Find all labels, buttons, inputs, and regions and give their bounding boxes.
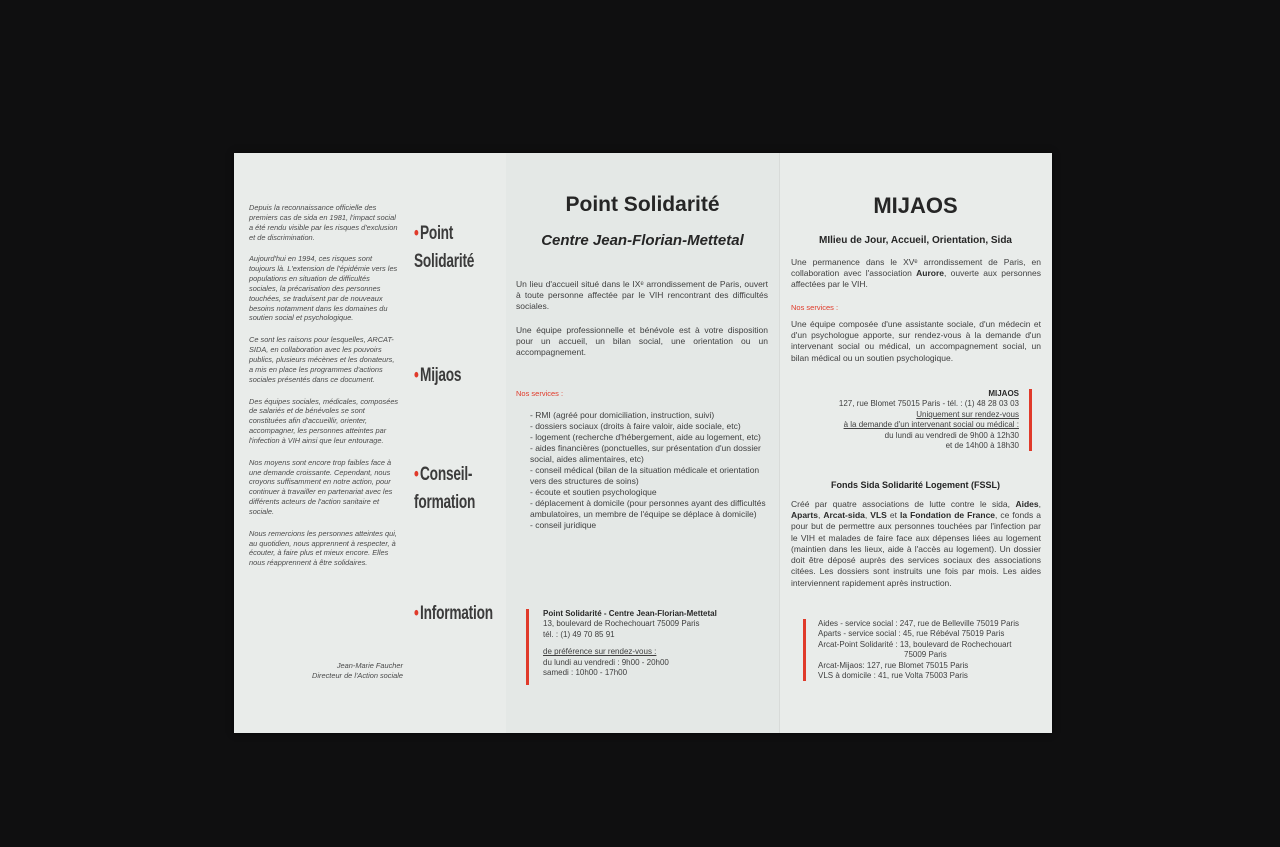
- fssl-org: VLS: [870, 510, 887, 521]
- mijaos-intro: [791, 257, 1041, 291]
- mijaos-title: MIJAOS: [873, 193, 958, 218]
- fssl-text: ,: [864, 510, 871, 521]
- service-item: - déplacement à domicile (pour personnes ayant des difficultés ambulatoires, un membre de l'équipe se déplace à domicile): [530, 498, 766, 520]
- nav-label: Conseil-: [420, 464, 473, 485]
- panel-middle: [506, 153, 779, 733]
- contact-line: VLS à domicile : 41, rue Volta 75003 Paris: [818, 670, 968, 680]
- intro-paragraph: Aujourd'hui en 1994, ces risques sont toujours là. L'extension de l'épidémie vers les populations en situation de difficultés sociales, la précarisation des personnes touchées, se traduisent par de nouveaux besoins notamment dans les domaines du soutien social et psychologique.: [249, 254, 398, 323]
- panel-right: [779, 153, 1052, 733]
- contact-line: Arcat-Point Solidarité : 13, boulevard de Rochechouart: [818, 639, 1012, 649]
- contact-line: Aides - service social : 247, rue de Belleville 75019 Paris: [818, 619, 1019, 628]
- service-item: - conseil juridique: [530, 520, 597, 531]
- mijaos-services: [791, 319, 1041, 364]
- service-item: - dossiers sociaux (droits à faire valoir, aide sociale, etc): [530, 421, 741, 432]
- address-street: 13, boulevard de Rochechouart 75009 Paris: [543, 619, 700, 629]
- point-solidarite-subtitle: Centre Jean-Florian-Mettetal: [541, 232, 744, 249]
- contact-line: Aparts - service social : 45, rue Rébéval 75019 Paris: [818, 629, 1005, 639]
- intro-paragraph: Nos moyens sont encore trop faibles face à une demande croissante. Cependant, nous croyons suffisamment en notre action, pour continuer à travailler en partenariat avec les différents acteurs de l'action sanitaire et sociale.: [249, 457, 393, 516]
- services-label: Nos services :: [791, 303, 839, 312]
- intro-paragraph: Des équipes sociales, médicales, composées de salariés et de bénévoles se sont constituées afin d'accueillir, orienter, accompagner, les personnes atteintes par l'infection à VIH ainsi que leur entourage.: [249, 396, 399, 445]
- fssl-org: Aparts: [791, 510, 818, 521]
- service-item: - aides financières (ponctuelles, sur présentation d'un dossier social, aides alimentaires, etc): [530, 443, 761, 465]
- fssl-text: , ce fonds a pour but de permettre aux personnes touchées par l'infection par le VIH et malades de faire face aux dépenses liées au logement (maintien dans les lieux, aide à l'accès au logement). Un dossier doit être déposé auprès des services sociaux des associations citées. Les dossiers sont instruits une fois par mois. Les aides interviennent rapidement après instruction.: [791, 510, 1041, 588]
- service-item: - logement (recherche d'hébergement, aide au logement, etc): [530, 432, 761, 443]
- description-paragraph: Une équipe professionnelle et bénévole est à votre disposition pour un accueil, un bilan social, une orientation ou un accompagnement.: [516, 324, 768, 358]
- nav-label: Mijaos: [420, 365, 462, 386]
- aurore-name: Aurore: [916, 268, 944, 279]
- address-hours: samedi : 10h00 - 17h00: [543, 667, 628, 677]
- address-name: MIJAOS: [988, 389, 1019, 398]
- description-paragraph: Un lieu d'accueil situé dans le IXᵉ arrondissement de Paris, ouvert à toute personne affectée par le VIH rencontrant des difficultés sociales.: [516, 279, 768, 312]
- mijaos-address: [799, 389, 1032, 451]
- point-solidarite-address: [526, 609, 717, 685]
- fssl-text: ,: [1038, 499, 1041, 509]
- nav-label: formation: [414, 491, 476, 513]
- address-hours: du lundi au vendredi : 9h00 - 20h00: [543, 657, 669, 667]
- contact-line: Arcat-Mijaos: 127, rue Blomet 75015 Paris: [818, 660, 969, 670]
- address-street: 127, rue Blomet 75015 Paris - tél. : (1) 48 28 03 03: [838, 399, 1019, 409]
- address-note: à la demande d'un intervenant social ou médical :: [843, 420, 1019, 430]
- fssl-org: la Fondation de France: [899, 510, 996, 521]
- bullet-icon: •: [414, 464, 419, 485]
- mijaos-intro-text: , ouverte aux personnes affectées par le VIH.: [791, 268, 1042, 290]
- address-phone: tél. : (1) 49 70 85 91: [543, 629, 615, 639]
- fssl-title: Fonds Sida Solidarité Logement (FSSL): [830, 480, 1000, 490]
- service-item: - écoute et soutien psychologique: [530, 487, 657, 498]
- service-item: - conseil médical (bilan de la situation médicale et orientation vers des structures de soins): [530, 465, 760, 487]
- point-solidarite-title: Point Solidarité: [565, 193, 720, 216]
- mijaos-subtitle: MIlieu de Jour, Accueil, Orientation, Sida: [818, 235, 1012, 246]
- brochure: [234, 153, 1052, 733]
- fssl-text: et: [886, 510, 900, 521]
- fssl-text: ,: [817, 510, 824, 521]
- signature: [249, 661, 403, 681]
- signature-name: Jean-Marie Faucher: [336, 661, 403, 670]
- fssl-description: [791, 499, 1041, 589]
- bullet-icon: •: [414, 223, 419, 244]
- nav-label: Point: [420, 223, 454, 244]
- mijaos-services-text: Une équipe composée d'une assistante sociale, d'un médecin et d'un psychologue apporte, sur rendez-vous à la demande d'un intervenant social ou médical, un accompagnement social, un bilan médical ou un soutien psychologique.: [791, 319, 1041, 363]
- fssl-org: Aides: [1015, 499, 1039, 509]
- intro-paragraph: Depuis la reconnaissance officielle des premiers cas de sida en 1981, l'impact social a été rendu visible par les risques d'exclusion et de discrimination.: [249, 203, 398, 242]
- address-appointment: de préférence sur rendez-vous :: [543, 647, 657, 657]
- nav-point-solidarite: [414, 220, 474, 275]
- signature-title: Directeur de l'Action sociale: [312, 670, 403, 680]
- fssl-contacts: [803, 619, 1033, 681]
- address-note: Uniquement sur rendez-vous: [916, 409, 1019, 419]
- contact-line: 75009 Paris: [904, 650, 947, 660]
- nav-label: Information: [420, 603, 493, 624]
- services-label: Nos services :: [516, 389, 564, 398]
- mijaos-intro-text: Une permanence dans le XVᵉ arrondissement de Paris, en collaboration avec l'association: [791, 257, 1041, 279]
- services-list: [530, 410, 767, 532]
- bullet-icon: •: [414, 603, 419, 624]
- panel-left: [234, 153, 506, 733]
- address-hours: et de 14h00 à 18h30: [945, 440, 1019, 450]
- nav-conseil-formation: [414, 461, 475, 516]
- nav-label: Solidarité: [414, 250, 475, 272]
- fssl-org: Arcat-sida: [823, 510, 865, 521]
- address-name: Point Solidarité - Centre Jean-Florian-Mettetal: [543, 609, 717, 618]
- description: [516, 279, 768, 358]
- nav-information: [414, 600, 493, 628]
- intro-paragraph: Ce sont les raisons pour lesquelles, ARCAT-SIDA, en collaboration avec les pouvoirs publics, plusieurs mécènes et les donateurs, a mis en place les programmes d'actions sociales présentés dans ce document.: [249, 335, 395, 384]
- bullet-icon: •: [414, 365, 419, 386]
- nav-mijaos: [414, 362, 461, 390]
- fssl-text: Créé par quatre associations de lutte contre le sida,: [791, 499, 1016, 509]
- service-item: - RMI (agréé pour domiciliation, instruction, suivi): [530, 410, 715, 420]
- address-hours: du lundi au vendredi de 9h00 à 12h30: [884, 430, 1019, 440]
- intro-text: [249, 203, 399, 580]
- intro-paragraph: Nous remercions les personnes atteintes qui, au quotidien, nous apprennent à respecter, à écouter, à faire plus et mieux encore. Elles nous réapprennent à être solidaires.: [249, 528, 397, 568]
